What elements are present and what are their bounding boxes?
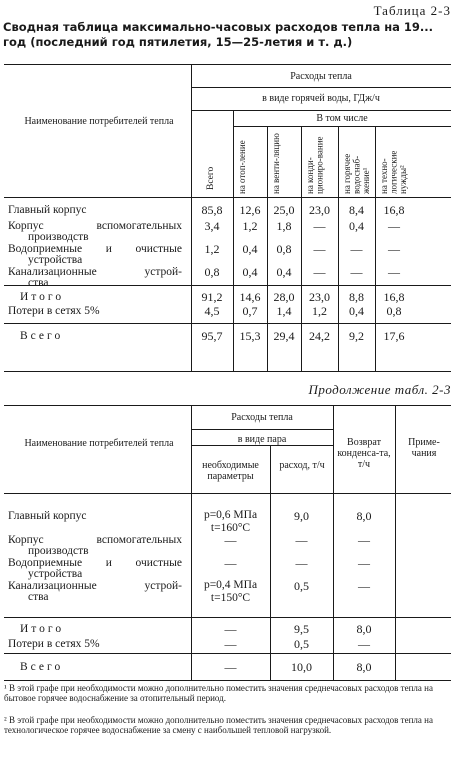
- flow-cell: —: [295, 533, 308, 547]
- rule-line: [191, 429, 333, 430]
- column-header-heating: на отоп-ление: [237, 140, 247, 194]
- continuation-title: Продолжение табл. 2-3: [308, 382, 451, 397]
- footnote-2: ² В этой графе при необходимости можно дополнительно поместить значения среднечасовых расходов тепла на технологическое горячее водоснабжение за смену с наибольшей тепловой нагрузкой.: [4, 715, 433, 735]
- column-header-heat-use: Расходы тепла: [231, 412, 293, 423]
- table-cell: 28,0: [273, 290, 295, 304]
- rule-line: [4, 493, 451, 494]
- row-label-cont: устройства: [28, 568, 83, 580]
- row-total-label: Итого: [20, 623, 65, 635]
- column-header-hot-water: в виде горячей воды, ГДж/ч: [262, 93, 380, 104]
- row-label: Водоприемные и очистные: [8, 557, 182, 569]
- row-label: Корпус вспомогательных: [8, 534, 182, 546]
- rule-line: [4, 405, 451, 406]
- condensate-cell: 8,0: [356, 509, 372, 523]
- table-cell: 29,4: [273, 329, 295, 343]
- table-cell: 85,8: [201, 203, 223, 217]
- table-cell: 95,7: [201, 329, 223, 343]
- rule-line: [4, 64, 451, 65]
- table-cell: 14,6: [239, 290, 261, 304]
- flow-cell: 10,0: [291, 660, 312, 674]
- table-cell: 16,8: [383, 203, 405, 217]
- temperature-value: t=150°C: [210, 592, 251, 604]
- flow-cell: 0,5: [294, 579, 309, 593]
- row-label-cont: ства: [28, 591, 49, 603]
- column-header-flow: расход, т/ч: [279, 460, 325, 471]
- table-cell: 25,0: [273, 203, 295, 217]
- row-label: Корпус вспомогательных: [8, 220, 182, 232]
- rule-line: [4, 653, 451, 654]
- table-cell: —: [388, 265, 400, 279]
- column-header-ventilation: на венти-ляцию: [271, 133, 281, 194]
- table-title: Сводная таблица максимально-часовых расходов тепла на 19... год (последний год пятилетия, 15—25-летия и т. д.): [3, 20, 434, 49]
- row-label: Канализационные устрой-: [8, 266, 182, 278]
- row-total-label: Итого: [20, 291, 65, 303]
- rule-line: [4, 323, 451, 324]
- flow-cell: 9,0: [294, 509, 309, 523]
- row-losses-label: Потери в сетях 5%: [8, 305, 100, 317]
- footnote-1: ¹ В этой графе при необходимости можно дополнительно поместить значения среднечасовых расходов тепла на бытовое горячее водоснабжение за отопительный период.: [4, 683, 433, 703]
- table-cell: —: [350, 265, 363, 279]
- table-cell: —: [313, 219, 326, 233]
- table-cell: 8,8: [349, 290, 364, 304]
- row-label-cont: производств: [28, 231, 89, 243]
- column-header-conditioning: на конди-циониро-вание: [305, 136, 325, 194]
- flow-cell: 0,5: [294, 637, 309, 651]
- condensate-cell: —: [358, 637, 370, 651]
- table-cell: —: [388, 219, 400, 233]
- table-cell: —: [350, 242, 363, 256]
- row-label: Канализационные устрой-: [8, 580, 182, 592]
- params-cell: —: [224, 533, 237, 547]
- table-cell: 17,6: [383, 329, 405, 343]
- table-cell: 23,0: [309, 203, 330, 217]
- table-cell: 1,2: [312, 304, 327, 318]
- table-cell: 0,8: [386, 304, 402, 318]
- row-label: Главный корпус: [8, 510, 87, 522]
- rule-line: [191, 110, 451, 111]
- table-cell: 4,5: [204, 304, 220, 318]
- table-cell: 9,2: [349, 329, 364, 343]
- temperature-value: t=160°C: [210, 522, 251, 534]
- row-grand-total-label: Всего: [20, 661, 64, 673]
- rule-line: [191, 445, 333, 446]
- row-grand-total-label: Всего: [20, 330, 64, 342]
- table-cell: 12,6: [239, 203, 261, 217]
- condensate-cell: —: [358, 533, 370, 547]
- rule-line: [4, 617, 451, 618]
- table-cell: 0,4: [242, 242, 258, 256]
- column-header-steam: в виде пара: [237, 434, 287, 445]
- table-cell: 8,4: [349, 203, 364, 217]
- row-label-cont: устройства: [28, 254, 83, 266]
- table-cell: 0,4: [276, 265, 292, 279]
- rule-line: [4, 680, 451, 681]
- condensate-cell: —: [358, 579, 370, 593]
- column-header-total: Всего: [206, 166, 216, 190]
- params-cell: —: [224, 556, 237, 570]
- column-header-in-that: В том числе: [316, 113, 368, 124]
- column-header-heat-use: Расходы тепла: [290, 71, 352, 82]
- pressure-value: p=0,6 МПа: [203, 509, 258, 521]
- row-label: Главный корпус: [8, 204, 87, 216]
- table-number: Таблица 2-3: [373, 3, 451, 18]
- column-header-condensate: Возврат конденса-та, т/ч: [337, 437, 391, 470]
- column-line: [191, 64, 192, 371]
- table-cell: 0,8: [204, 265, 220, 279]
- table-cell: 0,8: [276, 242, 292, 256]
- params-cell: —: [224, 660, 237, 674]
- rule-line: [233, 126, 451, 127]
- table-cell: 0,7: [242, 304, 258, 318]
- column-header-technological: на техно-логические нужды²: [379, 150, 408, 194]
- table-cell: —: [388, 242, 400, 256]
- row-label-cont: производств: [28, 545, 89, 557]
- table-cell: 24,2: [309, 329, 330, 343]
- row-label-cont: ства: [28, 277, 49, 289]
- table-cell: 1,2: [242, 219, 258, 233]
- column-line: [395, 405, 396, 680]
- row-losses-label: Потери в сетях 5%: [8, 638, 100, 650]
- column-header-hot-water-supply: на горячее водоснаб-жение¹: [342, 153, 371, 194]
- table-cell: 0,4: [349, 219, 364, 233]
- column-header-name: Наименование потребителей тепла: [24, 438, 174, 449]
- pressure-value: p=0,4 МПа: [203, 579, 258, 591]
- rule-line: [4, 197, 451, 198]
- table-cell: 0,4: [242, 265, 258, 279]
- params-cell: —: [224, 622, 237, 636]
- table-cell: 1,8: [276, 219, 292, 233]
- row-label: Водоприемные и очистные: [8, 243, 182, 255]
- table-cell: 3,4: [204, 219, 220, 233]
- column-header-name: Наименование потребителей тепла: [24, 116, 174, 127]
- table-cell: —: [313, 265, 326, 279]
- params-cell: —: [224, 637, 237, 651]
- table-cell: 1,4: [276, 304, 292, 318]
- table-cell: —: [313, 242, 326, 256]
- condensate-cell: —: [358, 556, 370, 570]
- table-cell: 23,0: [309, 290, 330, 304]
- flow-cell: —: [295, 556, 308, 570]
- table-cell: 1,2: [204, 242, 220, 256]
- table-cell: 0,4: [349, 304, 364, 318]
- table-cell: 15,3: [239, 329, 261, 343]
- table-cell: 16,8: [383, 290, 405, 304]
- column-header-notes: Приме-чания: [408, 437, 440, 459]
- table-cell: 91,2: [201, 290, 223, 304]
- column-header-params: необходимые параметры: [202, 460, 259, 482]
- condensate-cell: 8,0: [356, 622, 372, 636]
- flow-cell: 9,5: [294, 622, 309, 636]
- rule-line: [191, 87, 451, 88]
- rule-line: [4, 285, 451, 286]
- rule-line: [4, 371, 451, 372]
- condensate-cell: 8,0: [356, 660, 372, 674]
